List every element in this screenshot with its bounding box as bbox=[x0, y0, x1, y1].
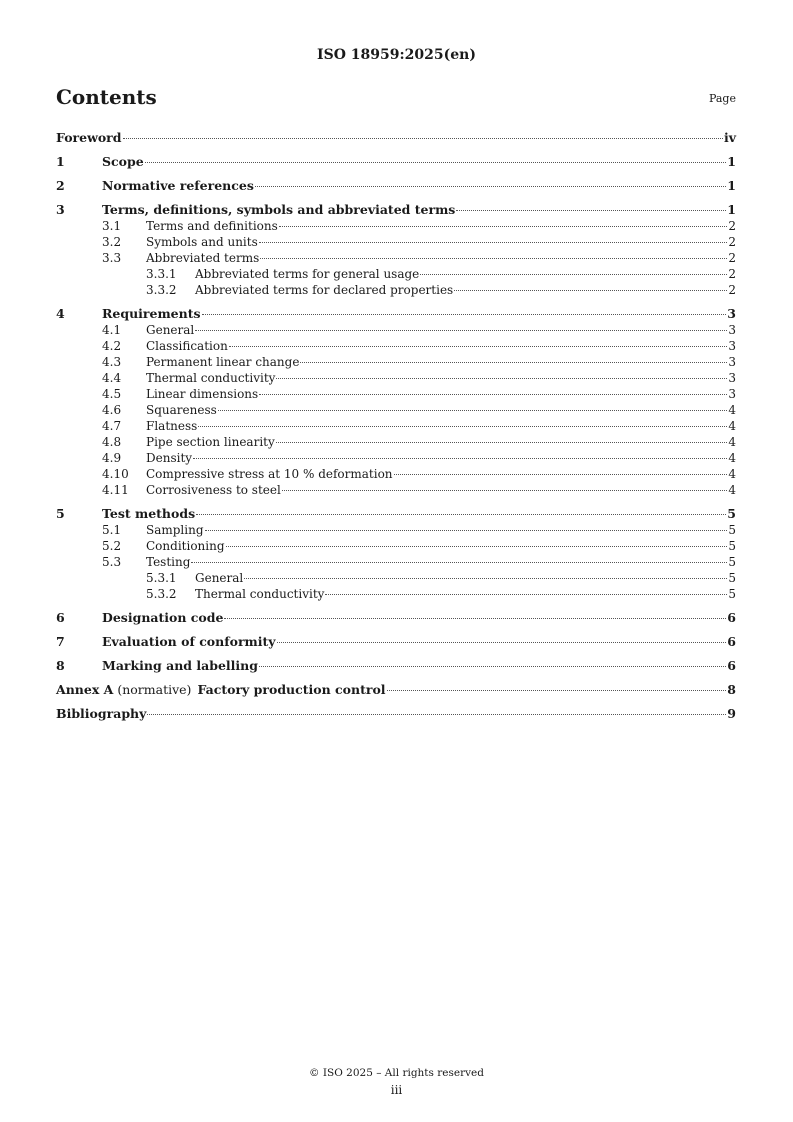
toc-entry-3[interactable] bbox=[56, 202, 736, 218]
toc-entry-page: 4 bbox=[728, 435, 736, 449]
toc-entry-title: Scope bbox=[102, 154, 144, 169]
contents-heading: Contents bbox=[56, 85, 157, 109]
toc-entry-number: 4.5 bbox=[102, 387, 122, 401]
toc-entry-title: Permanent linear change bbox=[146, 355, 300, 369]
toc-entry-title: Squareness bbox=[146, 403, 217, 417]
toc-entry-page: 3 bbox=[728, 323, 736, 337]
toc-entry-page: 4 bbox=[728, 419, 736, 433]
toc-entry-6[interactable] bbox=[56, 610, 736, 634]
dot-leader bbox=[277, 642, 727, 643]
dot-leader bbox=[325, 594, 727, 595]
toc-entry-number: 3 bbox=[56, 202, 65, 217]
dot-leader bbox=[198, 426, 727, 427]
dot-leader bbox=[300, 362, 727, 363]
toc-entry-title: Testing bbox=[146, 555, 191, 569]
toc-entry-number: 4.3 bbox=[102, 355, 122, 369]
toc-entry-page: 1 bbox=[727, 202, 736, 217]
toc-entry-8[interactable] bbox=[56, 658, 736, 682]
toc-entry-page: 5 bbox=[728, 555, 736, 569]
toc-entry-page: 4 bbox=[728, 451, 736, 465]
toc-entry-title: General bbox=[195, 571, 244, 585]
toc-entry-number: 3.1 bbox=[102, 219, 122, 233]
toc-entry-page: 4 bbox=[728, 467, 736, 481]
toc-entry-5-1[interactable] bbox=[56, 522, 736, 538]
toc-entry-number: 4.7 bbox=[102, 419, 122, 433]
toc-entry-number: 3.3.1 bbox=[146, 267, 177, 281]
dot-leader bbox=[276, 442, 728, 443]
toc-entry-number: 4.8 bbox=[102, 435, 122, 449]
toc-entry-title: Bibliography bbox=[56, 706, 147, 721]
dot-leader bbox=[244, 578, 727, 579]
page-number: iii bbox=[390, 1083, 403, 1097]
toc-entry-number: 4.10 bbox=[102, 467, 129, 481]
toc-entry-page: 6 bbox=[727, 658, 736, 673]
toc-entry-title: Density bbox=[146, 451, 193, 465]
dot-leader bbox=[276, 378, 727, 379]
toc-entry-page: 3 bbox=[728, 339, 736, 353]
toc-entry-title: Corrosiveness to steel bbox=[146, 483, 281, 497]
toc-entry-title: Terms and definitions bbox=[146, 219, 278, 233]
toc-entry-page: 5 bbox=[728, 539, 736, 553]
toc-entry-title: Requirements bbox=[102, 306, 201, 321]
dot-leader bbox=[147, 714, 726, 715]
toc-entry-page: 5 bbox=[728, 587, 736, 601]
toc-entry-number: 4.11 bbox=[102, 483, 129, 497]
dot-leader bbox=[259, 394, 727, 395]
dot-leader bbox=[420, 274, 727, 275]
toc-entry-3-3-2[interactable] bbox=[56, 282, 736, 306]
page-column-label: Page bbox=[708, 92, 736, 105]
toc-entry-title: Test methods bbox=[102, 506, 196, 521]
copyright-notice: © ISO 2025 – All rights reserved bbox=[309, 1067, 484, 1079]
toc-entry-page: 3 bbox=[728, 355, 736, 369]
table-of-contents bbox=[56, 130, 736, 730]
toc-entry-title: Abbreviated terms for declared properties bbox=[195, 283, 454, 297]
toc-entry-7[interactable] bbox=[56, 634, 736, 658]
toc-entry-number: 4 bbox=[56, 306, 65, 321]
toc-entry-number: 5 bbox=[56, 506, 65, 521]
toc-entry-number: 3.3 bbox=[102, 251, 122, 265]
toc-entry-page: 5 bbox=[728, 523, 736, 537]
dot-leader bbox=[229, 346, 728, 347]
toc-entry-title: Linear dimensions bbox=[146, 387, 259, 401]
document-id-header: ISO 18959:2025(en) bbox=[317, 47, 476, 63]
toc-entry-4[interactable] bbox=[56, 306, 736, 322]
toc-entry-3-3-1[interactable] bbox=[56, 266, 736, 282]
dot-leader bbox=[224, 618, 726, 619]
toc-entry-5-3-2[interactable] bbox=[56, 586, 736, 610]
toc-entry-title: Symbols and units bbox=[146, 235, 258, 249]
toc-entry-title: Evaluation of conformity bbox=[102, 634, 276, 649]
dot-leader bbox=[394, 474, 728, 475]
toc-entry-page: 8 bbox=[727, 682, 736, 697]
toc-entry-4-10[interactable] bbox=[56, 466, 736, 482]
toc-entry-page: iv bbox=[723, 130, 736, 145]
toc-entry-title: Factory production control bbox=[197, 682, 386, 697]
toc-entry-number: 4.6 bbox=[102, 403, 122, 417]
toc-entry-title: Designation code bbox=[102, 610, 224, 625]
dot-leader bbox=[193, 458, 727, 459]
toc-entry-page: 6 bbox=[727, 634, 736, 649]
toc-entry-page: 9 bbox=[727, 706, 736, 721]
toc-entry-number: 3.3.2 bbox=[146, 283, 177, 297]
toc-entry-title: General bbox=[146, 323, 195, 337]
toc-entry-page: 2 bbox=[728, 251, 736, 265]
toc-entry-title: Flatness bbox=[146, 419, 198, 433]
dot-leader bbox=[282, 490, 728, 491]
dot-leader bbox=[123, 138, 723, 139]
toc-entry-number: 5.3.1 bbox=[146, 571, 177, 585]
toc-entry-number: 5.3 bbox=[102, 555, 122, 569]
dot-leader bbox=[255, 186, 726, 187]
toc-entry-number: 4.9 bbox=[102, 451, 122, 465]
toc-entry-page: 2 bbox=[728, 235, 736, 249]
toc-entry-5-2[interactable] bbox=[56, 538, 736, 554]
toc-entry-number: 6 bbox=[56, 610, 65, 625]
toc-entry-page: 3 bbox=[728, 371, 736, 385]
toc-entry-4-7[interactable] bbox=[56, 418, 736, 434]
toc-entry-title: Pipe section linearity bbox=[146, 435, 275, 449]
toc-entry-3-1[interactable] bbox=[56, 218, 736, 234]
toc-entry-4-3[interactable] bbox=[56, 354, 736, 370]
toc-entry-page: 2 bbox=[728, 267, 736, 281]
toc-entry-4-5[interactable] bbox=[56, 386, 736, 402]
dot-leader bbox=[205, 530, 728, 531]
dot-leader bbox=[145, 162, 727, 163]
dot-leader bbox=[387, 690, 727, 691]
toc-entry-4-4[interactable] bbox=[56, 370, 736, 386]
annex-qualifier: (normative) bbox=[117, 682, 192, 697]
toc-entry-title: Thermal conductivity bbox=[146, 371, 276, 385]
toc-entry-page: 5 bbox=[728, 571, 736, 585]
toc-entry-number: 5.1 bbox=[102, 523, 122, 537]
dot-leader bbox=[259, 666, 726, 667]
toc-entry-page: 2 bbox=[728, 283, 736, 297]
toc-entry-4-9[interactable] bbox=[56, 450, 736, 466]
toc-entry-page: 1 bbox=[727, 178, 736, 193]
toc-entry-title: Compressive stress at 10 % deformation bbox=[146, 467, 393, 481]
dot-leader bbox=[279, 226, 728, 227]
dot-leader bbox=[259, 242, 728, 243]
toc-entry-page: 4 bbox=[728, 403, 736, 417]
toc-entry-title: Foreword bbox=[56, 130, 122, 145]
toc-entry-number: 5.2 bbox=[102, 539, 122, 553]
toc-entry-4-11[interactable] bbox=[56, 482, 736, 506]
toc-entry-number: 7 bbox=[56, 634, 65, 649]
toc-entry-title: Normative references bbox=[102, 178, 254, 193]
toc-entry-page: 2 bbox=[728, 219, 736, 233]
toc-entry-page: 4 bbox=[728, 483, 736, 497]
toc-entry-foreword[interactable] bbox=[56, 130, 736, 154]
toc-entry-page: 5 bbox=[727, 506, 736, 521]
toc-entry-number: 2 bbox=[56, 178, 65, 193]
toc-entry-number: 5.3.2 bbox=[146, 587, 177, 601]
toc-entry-title: Classification bbox=[146, 339, 228, 353]
toc-entry-4-1[interactable] bbox=[56, 322, 736, 338]
dot-leader bbox=[218, 410, 728, 411]
dot-leader bbox=[191, 562, 727, 563]
dot-leader bbox=[195, 330, 727, 331]
toc-entry-number: 8 bbox=[56, 658, 65, 673]
dot-leader bbox=[196, 514, 726, 515]
toc-entry-5[interactable] bbox=[56, 506, 736, 522]
toc-entry-title: Abbreviated terms bbox=[146, 251, 260, 265]
toc-entry-number: 3.2 bbox=[102, 235, 122, 249]
dot-leader bbox=[456, 210, 726, 211]
toc-entry-3-2[interactable] bbox=[56, 234, 736, 250]
toc-entry-3-3[interactable] bbox=[56, 250, 736, 266]
annex-label: Annex A bbox=[56, 682, 114, 697]
dot-leader bbox=[226, 546, 728, 547]
toc-entry-page: 3 bbox=[728, 387, 736, 401]
toc-entry-4-8[interactable] bbox=[56, 434, 736, 450]
toc-entry-title: Sampling bbox=[146, 523, 204, 537]
toc-entry-bibliography[interactable] bbox=[56, 706, 736, 730]
toc-entry-number: 4.2 bbox=[102, 339, 122, 353]
toc-entry-title: Abbreviated terms for general usage bbox=[195, 267, 420, 281]
toc-entry-page: 3 bbox=[727, 306, 736, 321]
toc-entry-1[interactable] bbox=[56, 154, 736, 178]
dot-leader bbox=[454, 290, 727, 291]
toc-entry-page: 6 bbox=[727, 610, 736, 625]
toc-entry-number: 1 bbox=[56, 154, 65, 169]
dot-leader bbox=[202, 314, 727, 315]
toc-entry-title: Thermal conductivity bbox=[195, 587, 325, 601]
toc-entry-title: Conditioning bbox=[146, 539, 225, 553]
toc-entry-title: Terms, definitions, symbols and abbreviated terms bbox=[102, 202, 456, 217]
toc-entry-2[interactable] bbox=[56, 178, 736, 202]
dot-leader bbox=[260, 258, 727, 259]
toc-entry-number: 4.4 bbox=[102, 371, 122, 385]
toc-entry-5-3[interactable] bbox=[56, 554, 736, 570]
toc-entry-5-3-1[interactable] bbox=[56, 570, 736, 586]
toc-entry-number: 4.1 bbox=[102, 323, 122, 337]
toc-entry-4-6[interactable] bbox=[56, 402, 736, 418]
toc-entry-annex-a[interactable] bbox=[56, 682, 736, 706]
toc-entry-title: Marking and labelling bbox=[102, 658, 259, 673]
toc-entry-page: 1 bbox=[727, 154, 736, 169]
toc-entry-4-2[interactable] bbox=[56, 338, 736, 354]
